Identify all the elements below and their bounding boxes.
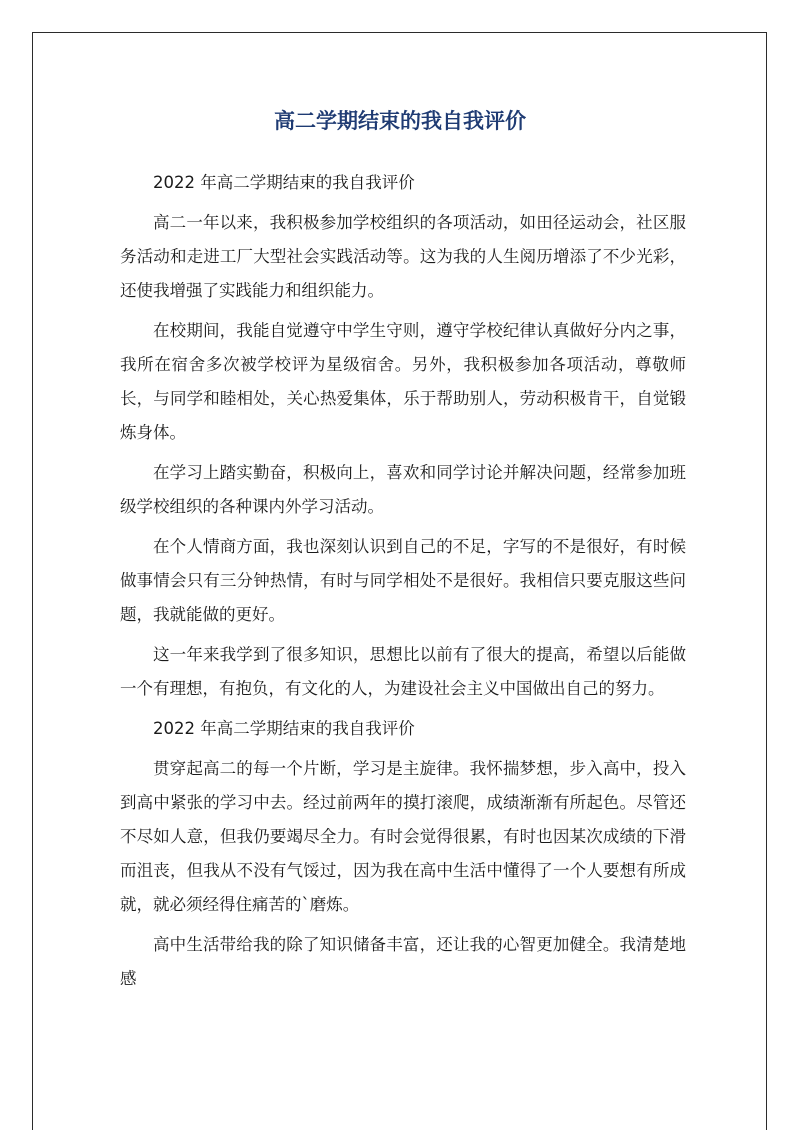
document-title: 高二学期结束的我自我评价: [274, 109, 526, 133]
paragraph: 这一年来我学到了很多知识，思想比以前有了很大的提高，希望以后能做一个有理想，有抱负，有文化的人，为建设社会主义中国做出自己的努力。: [120, 645, 686, 698]
document-body: [120, 166, 686, 996]
paragraph: 贯穿起高二的每一个片断，学习是主旋律。我怀揣梦想，步入高中，投入到高中紧张的学习中去。经过前两年的摸打滚爬，成绩渐渐有所起色。尽管还不尽如人意，但我仍要竭尽全力。有时会觉得很累，有时也因某次成绩的下滑而沮丧，但我从不没有气馁过，因为我在高中生活中懂得了一个人要想有所成就，就必须经得住痛苦的`磨炼。: [120, 759, 686, 914]
paragraph: 在校期间，我能自觉遵守中学生守则，遵守学校纪律认真做好分内之事，我所在宿舍多次被学校评为星级宿舍。另外，我积极参加各项活动，尊敬师长，与同学和睦相处，关心热爱集体，乐于帮助别人，劳动积极肯干，自觉锻炼身体。: [120, 321, 686, 442]
paragraph: 在学习上踏实勤奋，积极向上，喜欢和同学讨论并解决问题，经常参加班级学校组织的各种课内外学习活动。: [120, 463, 686, 516]
paragraph: 在个人情商方面，我也深刻认识到自己的不足，字写的不是很好，有时候做事情会只有三分钟热情，有时与同学相处不是很好。我相信只要克服这些问题，我就能做的更好。: [120, 537, 686, 624]
paragraph: 高中生活带给我的除了知识储备丰富，还让我的心智更加健全。我清楚地感: [120, 935, 686, 988]
paragraph-subtitle-1: 2022 年高二学期结束的我自我评价: [153, 173, 415, 192]
paragraph-subtitle-2: 2022 年高二学期结束的我自我评价: [153, 719, 415, 738]
paragraph: 高二一年以来，我积极参加学校组织的各项活动，如田径运动会，社区服务活动和走进工厂大型社会实践活动等。这为我的人生阅历增添了不少光彩，还使我增强了实践能力和组织能力。: [120, 213, 686, 300]
